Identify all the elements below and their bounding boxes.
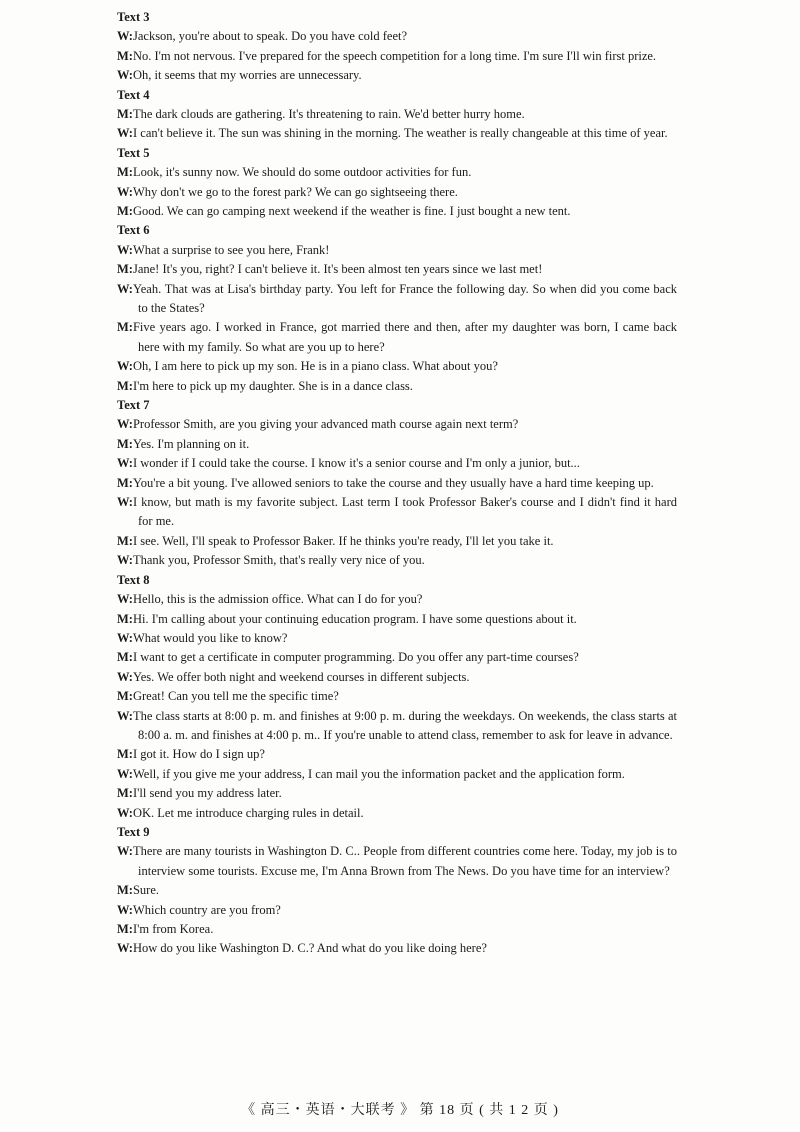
dialogue-line (117, 804, 677, 823)
dialogue-text: Hello, this is the admission office. What can I do for you? (132, 592, 423, 607)
speaker-label: W: (117, 281, 133, 296)
speaker-label: W: (117, 941, 133, 956)
dialogue-line (117, 280, 677, 319)
speaker-label: M: (117, 747, 133, 762)
speaker-label: M: (117, 689, 133, 704)
dialogue-line (117, 183, 677, 202)
dialogue-line (117, 377, 677, 396)
dialogue-line (117, 357, 677, 376)
dialogue-line (117, 881, 677, 900)
dialogue-text: OK. Let me introduce charging rules in detail. (132, 805, 364, 820)
dialogue-line (117, 493, 677, 532)
dialogue-text: Sure. (132, 883, 160, 898)
dialogue-text: Good. We can go camping next weekend if the weather is fine. I just bought a new tent. (132, 204, 571, 219)
dialogue-text: Yes. I'm planning on it. (132, 436, 250, 451)
dialogue-text: Great! Can you tell me the specific time? (132, 689, 339, 704)
speaker-label: M: (117, 475, 133, 490)
dialogue-text: I'm from Korea. (132, 921, 214, 936)
speaker-label: W: (117, 805, 133, 820)
section-heading: Text 3 (117, 10, 150, 24)
dialogue-text: Oh, it seems that my worries are unnecessary. (132, 68, 362, 83)
speaker-label: W: (117, 68, 133, 83)
speaker-label: W: (117, 669, 133, 684)
speaker-label: M: (117, 611, 133, 626)
speaker-label: W: (117, 766, 133, 781)
dialogue-line (117, 435, 677, 454)
dialogue-line (117, 551, 677, 570)
speaker-label: W: (117, 902, 133, 917)
dialogue-text: Five years ago. I worked in France, got married there and then, after my daughter was born, I came back here with my family. So what are you up to here? (132, 320, 677, 354)
dialogue-text: No. I'm not nervous. I've prepared for the speech competition for a long time. I'm sure I'll win first prize. (132, 48, 657, 63)
speaker-label: W: (117, 708, 133, 723)
dialogue-text: There are many tourists in Washington D. C.. People from different countries come here. Today, my job is to interview some tourists. Excuse me, I'm Anna Brown from The News. Do you have time for an interview? (132, 844, 677, 878)
speaker-label: M: (117, 320, 133, 335)
dialogue-text: Which country are you from? (132, 902, 281, 917)
dialogue-line (117, 590, 677, 609)
dialogue-line (117, 939, 677, 958)
dialogue-section (117, 86, 677, 144)
dialogue-line (117, 47, 677, 66)
transcript (117, 8, 677, 959)
speaker-label: M: (117, 883, 133, 898)
dialogue-text: What a surprise to see you here, Frank! (132, 242, 330, 257)
dialogue-section (117, 8, 677, 86)
section-heading: Text 7 (117, 398, 150, 413)
dialogue-line (117, 765, 677, 784)
dialogue-text: I'll send you my address later. (132, 786, 282, 801)
dialogue-line (117, 842, 677, 881)
dialogue-line (117, 610, 677, 629)
section-heading: Text 5 (117, 145, 150, 160)
dialogue-line (117, 901, 677, 920)
speaker-label: W: (117, 592, 133, 607)
dialogue-line (117, 105, 677, 124)
section-heading: Text 9 (117, 824, 150, 839)
dialogue-line (117, 532, 677, 551)
speaker-label: M: (117, 204, 133, 219)
dialogue-section (117, 571, 677, 823)
dialogue-text: How do you like Washington D. C.? And what do you like doing here? (132, 941, 487, 956)
speaker-label: W: (117, 417, 133, 432)
dialogue-line (117, 745, 677, 764)
speaker-label: M: (117, 436, 133, 451)
dialogue-line (117, 415, 677, 434)
section-heading: Text 6 (117, 223, 150, 238)
speaker-label: M: (117, 165, 133, 180)
speaker-label: W: (117, 630, 133, 645)
speaker-label: M: (117, 262, 133, 277)
speaker-label: W: (117, 844, 133, 859)
dialogue-text: The dark clouds are gathering. It's threatening to rain. We'd better hurry home. (132, 107, 525, 121)
dialogue-text: Yes. We offer both night and weekend courses in different subjects. (132, 669, 470, 684)
dialogue-section (117, 823, 677, 959)
dialogue-line (117, 920, 677, 939)
speaker-label: W: (117, 495, 133, 510)
dialogue-text: Well, if you give me your address, I can mail you the information packet and the application form. (132, 766, 625, 781)
dialogue-section (117, 144, 677, 222)
dialogue-line (117, 784, 677, 803)
dialogue-text: I see. Well, I'll speak to Professor Baker. If he thinks you're ready, I'll let you take it. (132, 533, 554, 548)
speaker-label: M: (117, 533, 133, 548)
speaker-label: W: (117, 242, 133, 257)
speaker-label: W: (117, 184, 133, 199)
dialogue-line (117, 668, 677, 687)
speaker-label: M: (117, 650, 133, 665)
dialogue-line (117, 318, 677, 357)
dialogue-text: What would you like to know? (132, 630, 288, 645)
dialogue-text: You're a bit young. I've allowed seniors to take the course and they usually have a hard time keeping up. (132, 475, 654, 490)
dialogue-line (117, 260, 677, 279)
dialogue-line (117, 648, 677, 667)
page-footer: 《 高三・英语・大联考 》 第 18 页 ( 共 1 2 页 ) (241, 1103, 559, 1118)
dialogue-text: I got it. How do I sign up? (132, 747, 265, 762)
dialogue-line (117, 27, 677, 46)
speaker-label: M: (117, 107, 133, 121)
speaker-label: W: (117, 359, 133, 374)
dialogue-text: Yeah. That was at Lisa's birthday party. You left for France the following day. So when did you come back to the States? (132, 281, 677, 316)
dialogue-line (117, 707, 677, 746)
dialogue-text: I know, but math is my favorite subject. Last term I took Professor Baker's course and I didn't find it hard for me. (132, 495, 677, 529)
dialogue-text: Hi. I'm calling about your continuing education program. I have some questions about it. (132, 611, 577, 626)
dialogue-text: I want to get a certificate in computer programming. Do you offer any part-time courses? (132, 650, 579, 665)
speaker-label: W: (117, 553, 133, 568)
dialogue-text: Why don't we go to the forest park? We can go sightseeing there. (132, 184, 458, 199)
dialogue-line (117, 66, 677, 85)
dialogue-line (117, 202, 677, 221)
dialogue-line (117, 474, 677, 493)
dialogue-line (117, 629, 677, 648)
dialogue-text: Jackson, you're about to speak. Do you have cold feet? (132, 29, 408, 44)
dialogue-text: Professor Smith, are you giving your advanced math course again next term? (132, 417, 519, 432)
dialogue-text: I can't believe it. The sun was shining in the morning. The weather is really changeable at this time of year. (132, 126, 668, 141)
dialogue-text: Jane! It's you, right? I can't believe it. It's been almost ten years since we last met! (132, 262, 543, 277)
speaker-label: M: (117, 921, 133, 936)
speaker-label: M: (117, 378, 133, 393)
speaker-label: W: (117, 29, 133, 44)
dialogue-text: Thank you, Professor Smith, that's really very nice of you. (132, 553, 425, 568)
dialogue-line (117, 241, 677, 260)
speaker-label: M: (117, 48, 133, 63)
dialogue-text: I'm here to pick up my daughter. She is in a dance class. (132, 378, 413, 393)
dialogue-text: Look, it's sunny now. We should do some outdoor activities for fun. (132, 165, 472, 180)
dialogue-line (117, 687, 677, 706)
dialogue-text: I wonder if I could take the course. I know it's a senior course and I'm only a junior, but... (132, 456, 580, 471)
dialogue-section (117, 221, 677, 396)
speaker-label: W: (117, 126, 133, 141)
dialogue-text: The class starts at 8:00 p. m. and finishes at 9:00 p. m. during the weekdays. On weekends, the class starts at 8:00 a. m. and finishes at 4:00 p. m.. If you're unable to attend class, remember to ask for leave in advance. (132, 708, 677, 742)
speaker-label: W: (117, 456, 133, 471)
dialogue-text: Oh, I am here to pick up my son. He is in a piano class. What about you? (132, 359, 498, 374)
dialogue-line (117, 163, 677, 182)
dialogue-line (117, 454, 677, 473)
dialogue-line (117, 124, 677, 143)
speaker-label: M: (117, 786, 133, 801)
dialogue-section (117, 396, 677, 571)
section-heading: Text 8 (117, 572, 150, 587)
section-heading: Text 4 (117, 87, 150, 102)
